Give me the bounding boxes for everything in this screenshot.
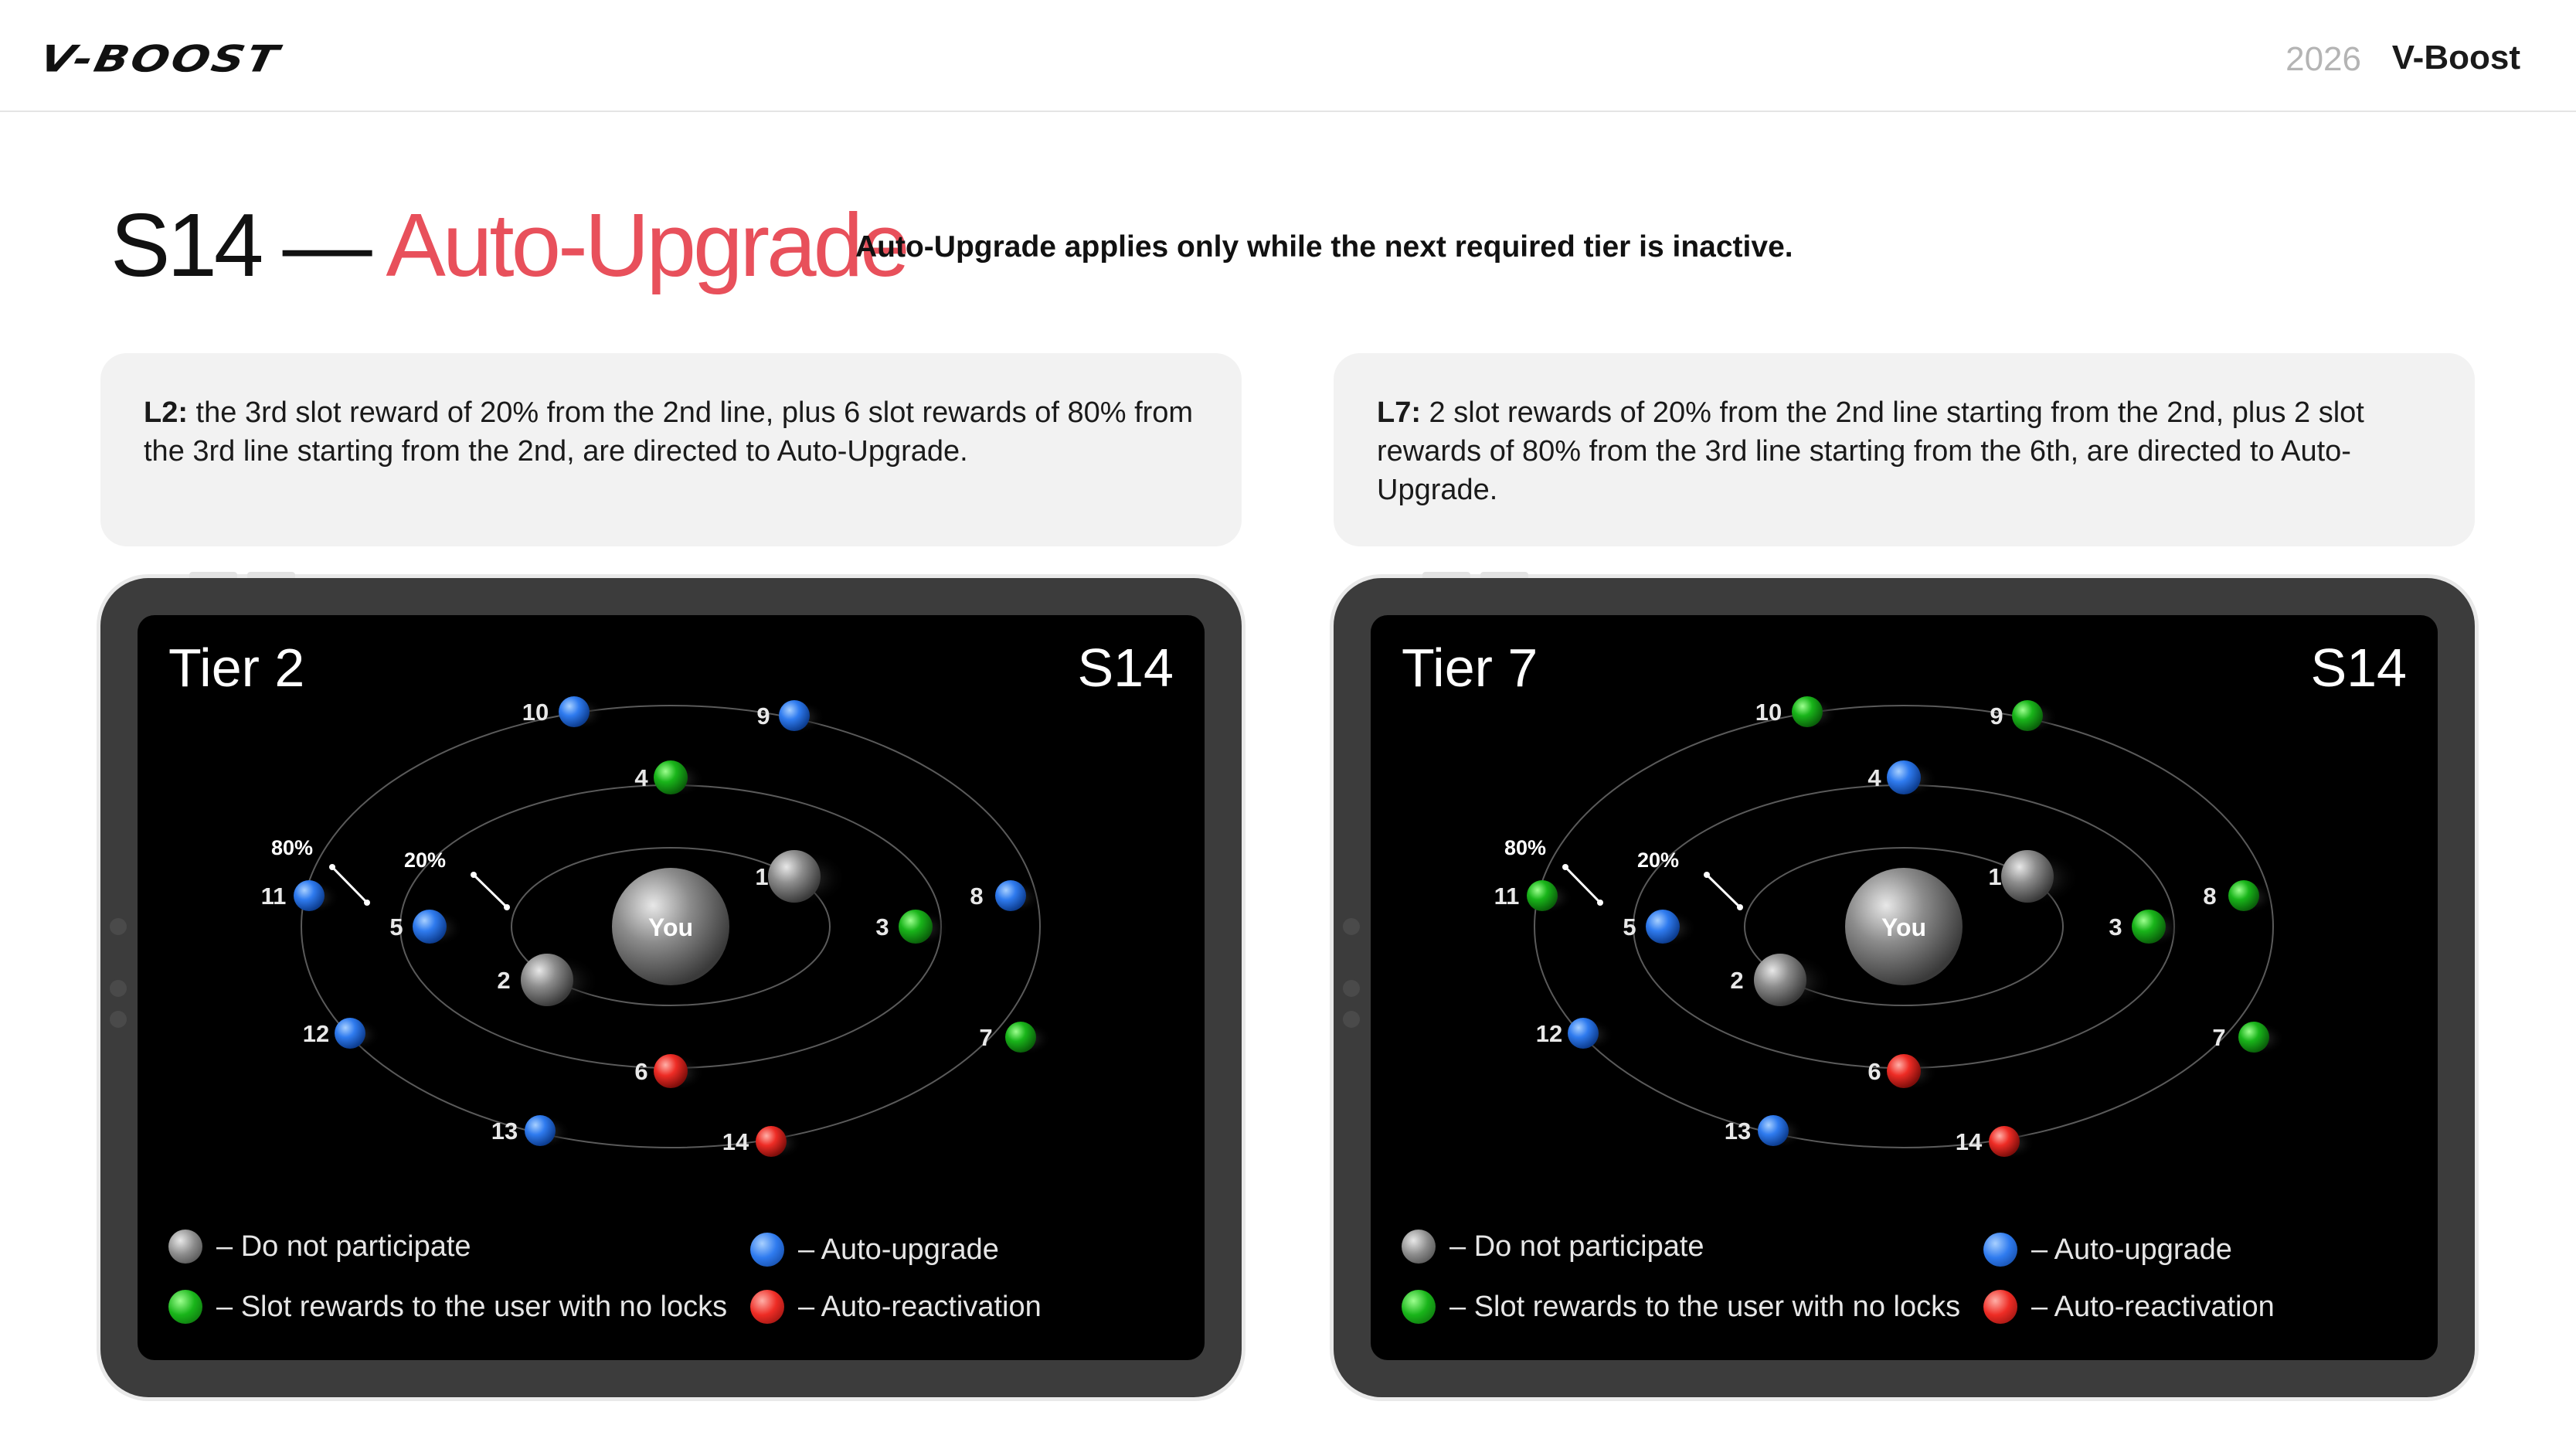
page-title <box>110 193 907 297</box>
callout-percent: 20% <box>403 849 447 872</box>
slot-5-blue-ball <box>413 910 447 944</box>
camera-dot <box>110 918 127 935</box>
tier-label: Tier 7 <box>1402 638 1538 698</box>
tablet-button <box>247 572 295 578</box>
slot-13-blue-ball <box>525 1115 556 1146</box>
slot-7-green-ball <box>2238 1022 2269 1053</box>
slot-number-label: 9 <box>756 702 770 730</box>
slot-8-green-ball <box>2228 880 2259 911</box>
slot-9-blue-ball <box>779 700 810 731</box>
slot-number-label: 8 <box>970 883 984 910</box>
slot-number-label: 1 <box>755 863 769 890</box>
brand-logo[interactable]: V-BOOST <box>36 37 284 80</box>
page-subtitle: Auto-Upgrade applies only while the next required tier is inactive. <box>855 230 1793 264</box>
slot-11-green-ball <box>1527 880 1558 911</box>
callout-line <box>1707 875 1740 907</box>
slot-2-grey-ball <box>521 954 573 1006</box>
legend-item-auto-reactivation <box>1983 1290 2275 1324</box>
tablet-frame-left <box>100 578 1242 1397</box>
slot-number-label: 14 <box>722 1128 749 1155</box>
slot-number-label: 12 <box>302 1020 330 1047</box>
slot-1-grey-ball <box>2001 850 2054 903</box>
slot-10-blue-ball <box>559 696 590 727</box>
callout-dot <box>471 872 477 878</box>
slot-number-label: 6 <box>1867 1058 1881 1085</box>
slot-number-label: 11 <box>260 883 287 910</box>
scheme-label: S14 <box>1077 638 1174 698</box>
callout-dot <box>364 900 370 906</box>
legend-item-auto-upgrade <box>1983 1233 2232 1267</box>
callout-dot <box>329 864 335 870</box>
slot-8-blue-ball <box>995 880 1026 911</box>
slot-3-green-ball <box>2132 910 2166 944</box>
title-accent: Auto-Upgrade <box>386 195 907 295</box>
tablet-frame-right <box>1334 578 2475 1397</box>
title-prefix: S14 — <box>110 195 386 295</box>
slot-number-label: 11 <box>1494 883 1520 910</box>
legend-item-no-participate <box>1402 1230 1704 1264</box>
desc-text: the 3rd slot reward of 20% from the 2nd line, plus 6 slot rewards of 80% from the 3rd line starting from the 2nd, are directed to Auto-Upgrade. <box>144 396 1194 468</box>
slot-1-grey-ball <box>768 850 821 903</box>
slot-number-label: 3 <box>875 913 889 940</box>
slot-12-blue-ball <box>1568 1018 1599 1049</box>
camera-dot <box>1343 1011 1360 1028</box>
slot-11-blue-ball <box>294 880 325 911</box>
slot-4-green-ball <box>654 760 688 794</box>
slot-number-label: 3 <box>2109 913 2122 940</box>
slot-6-red-ball <box>654 1054 688 1088</box>
legend-item-auto-upgrade <box>750 1233 999 1267</box>
legend-label: – Do not participate <box>216 1230 471 1263</box>
slot-number-label: 13 <box>1724 1117 1752 1145</box>
tablet-screen <box>1371 615 2438 1360</box>
slot-12-blue-ball <box>335 1018 365 1049</box>
slot-9-green-ball <box>2012 700 2043 731</box>
legend-item-slot-rewards <box>168 1290 727 1324</box>
blue-dot-icon <box>1983 1233 2017 1267</box>
slot-number-label: 8 <box>2203 883 2217 910</box>
you-label: You <box>647 913 694 941</box>
slot-number-label: 7 <box>979 1024 993 1051</box>
slot-number-label: 4 <box>1867 764 1881 791</box>
slot-14-red-ball <box>1989 1126 2020 1157</box>
camera-dot <box>110 1011 127 1028</box>
tier-label: Tier 2 <box>168 638 305 698</box>
green-dot-icon <box>168 1290 202 1324</box>
slot-number-label: 1 <box>1988 863 2002 890</box>
callout-percent: 80% <box>1504 836 1547 859</box>
slot-number-label: 6 <box>634 1058 648 1085</box>
brand-name: V-Boost <box>2391 39 2520 77</box>
description-card-left <box>100 353 1242 546</box>
camera-dot <box>1343 980 1360 997</box>
slot-14-red-ball <box>756 1126 787 1157</box>
green-dot-icon <box>1402 1290 1436 1324</box>
legend-label: – Do not participate <box>1449 1230 1704 1263</box>
callout-dot <box>1562 864 1568 870</box>
slot-number-label: 5 <box>389 913 403 940</box>
slot-number-label: 12 <box>1535 1020 1563 1047</box>
year-label: 2026 <box>2285 40 2361 78</box>
slot-number-label: 4 <box>634 764 648 791</box>
slot-number-label: 14 <box>1955 1128 1983 1155</box>
tablet-screen <box>138 615 1205 1360</box>
slot-2-grey-ball <box>1754 954 1806 1006</box>
legend-label: – Auto-reactivation <box>798 1290 1042 1323</box>
slot-5-blue-ball <box>1646 910 1680 944</box>
slot-number-label: 9 <box>1990 702 2003 730</box>
grey-dot-icon <box>1402 1230 1436 1264</box>
callout-dot <box>504 904 510 910</box>
legend-label: – Auto-reactivation <box>2031 1290 2275 1323</box>
legend-label: – Auto-upgrade <box>2031 1233 2232 1266</box>
callout-line <box>474 875 507 907</box>
slot-number-label: 2 <box>1730 967 1744 994</box>
slot-13-blue-ball <box>1758 1115 1789 1146</box>
callout-dot <box>1704 872 1710 878</box>
slot-4-blue-ball <box>1887 760 1921 794</box>
legend-item-auto-reactivation <box>750 1290 1042 1324</box>
camera-dot <box>110 980 127 997</box>
callout-dot <box>1597 900 1603 906</box>
red-dot-icon <box>750 1290 784 1324</box>
blue-dot-icon <box>750 1233 784 1267</box>
callout-percent: 80% <box>270 836 314 859</box>
top-bar <box>0 0 2576 112</box>
slot-3-green-ball <box>899 910 933 944</box>
desc-lead: L7: <box>1377 396 1421 429</box>
legend-item-slot-rewards <box>1402 1290 1960 1324</box>
desc-lead: L2: <box>144 396 188 429</box>
slot-7-green-ball <box>1005 1022 1036 1053</box>
tablet-button <box>189 572 237 578</box>
legend-label: – Auto-upgrade <box>798 1233 999 1266</box>
legend-label: – Slot rewards to the user with no locks <box>1449 1290 1961 1323</box>
slot-number-label: 7 <box>2212 1024 2226 1051</box>
tablet-button <box>1480 572 1528 578</box>
scheme-label: S14 <box>2310 638 2407 698</box>
legend-item-no-participate <box>168 1230 471 1264</box>
legend-label: – Slot rewards to the user with no locks <box>216 1290 728 1323</box>
slot-number-label: 10 <box>522 699 549 726</box>
slot-number-label: 5 <box>1623 913 1636 940</box>
description-card-right <box>1334 353 2475 546</box>
slot-number-label: 13 <box>491 1117 518 1145</box>
slot-6-red-ball <box>1887 1054 1921 1088</box>
callout-percent: 20% <box>1636 849 1680 872</box>
red-dot-icon <box>1983 1290 2017 1324</box>
slot-number-label: 2 <box>497 967 511 994</box>
slot-10-green-ball <box>1792 696 1823 727</box>
callout-dot <box>1737 904 1743 910</box>
you-label: You <box>1881 913 1927 941</box>
desc-text: 2 slot rewards of 20% from the 2nd line starting from the 2nd, plus 2 slot rewards of 80% from the 3rd line starting from the 6th, are directed to Auto-Upgrade. <box>1377 396 2364 506</box>
grey-dot-icon <box>168 1230 202 1264</box>
slot-number-label: 10 <box>1755 699 1782 726</box>
tablet-button <box>1422 572 1470 578</box>
camera-dot <box>1343 918 1360 935</box>
